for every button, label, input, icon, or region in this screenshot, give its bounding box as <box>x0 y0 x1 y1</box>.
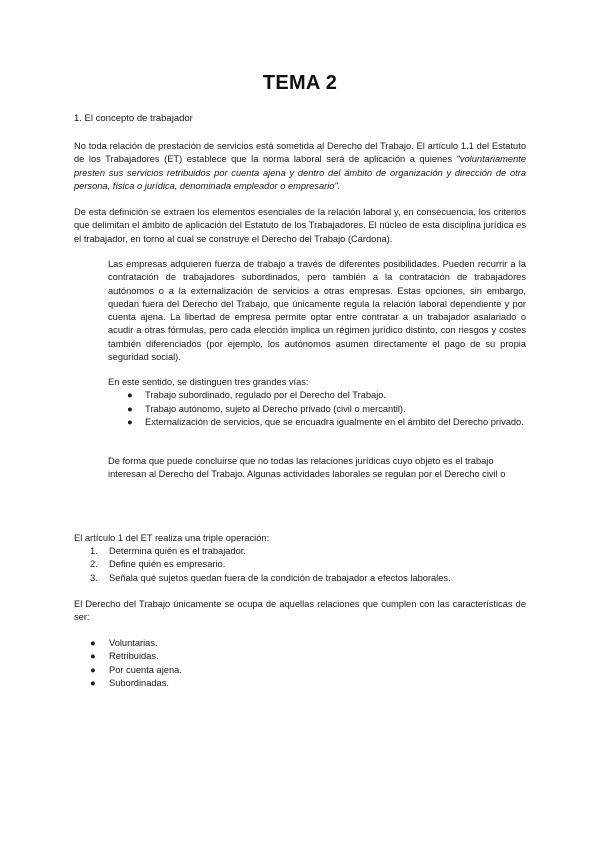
bullet-icon: ● <box>90 638 96 648</box>
list-item <box>74 677 526 690</box>
list-item-text: Señala qué sujetos quedan fuera de la condición de trabajador a efectos laborales. <box>109 572 451 583</box>
list-item-text: Subordinadas. <box>109 677 169 688</box>
list-number: 3. <box>90 572 98 583</box>
paragraph-intro-text: No toda relación de prestación de servicios está sometida al Derecho del Trabajo. El artículo 1.1 del Estatuto de los Trabajadores (ET) establece que la norma laboral será de aplicación a quienes <box>74 141 526 165</box>
list-item-text: Trabajo autónomo, sujeto al Derecho privado (civil o mercantil). <box>145 403 406 414</box>
list-item <box>108 403 526 416</box>
list-item <box>74 572 526 585</box>
ways-intro: En este sentido, se distinguen tres grandes vías: <box>108 377 309 387</box>
list-item <box>74 558 526 571</box>
list-item-text: Determina quién es el trabajador. <box>109 546 246 556</box>
bullet-icon: ● <box>90 664 96 675</box>
list-item-text: Define quién es empresario. <box>109 559 226 570</box>
paragraph-characteristics-intro: El Derecho del Trabajo únicamente se ocupa de aquellas relaciones que cumplen con las características de ser: <box>74 599 526 623</box>
list-item <box>74 637 526 650</box>
characteristics-list <box>74 637 526 690</box>
operations-intro: El artículo 1 del ET realiza una triple operación: <box>74 533 270 543</box>
section-heading: 1. El concepto de trabajador <box>74 113 193 124</box>
indented-block-ways <box>108 376 526 429</box>
bullet-icon: ● <box>127 416 133 427</box>
list-item <box>74 664 526 677</box>
list-item <box>108 416 526 429</box>
bullet-icon: ● <box>127 390 133 401</box>
list-number: 1. <box>90 546 98 556</box>
list-item-text: Retribuidas. <box>109 651 159 662</box>
ways-list <box>108 389 526 429</box>
paragraph-quote-text: "voluntariamente presten sus servicios retribuidos por cuenta ajena y dentro del ámbito de organización y dirección de otra persona, física o jurídica, denominada empleador o empresario". <box>74 154 526 191</box>
indented-paragraph-companies: Las empresas adquieren fuerza de trabajo a través de diferentes posibilidades. Pueden recurrir a la contratación de trabajadores subordinados, pero también a la contratación de trabajadores autónomos o a la externalización de servicios a otras empresas. Estas opciones, sin embargo, quedan fuera del Derecho del Trabajo, que únicamente regula la relación laboral dependiente y por cuenta ajena. La libertad de empresa permite optar entre contratar a un trabajador asalariado o acudir a otras fórmulas, pero cada elección implica un régimen jurídico distinto, con riesgos y costes también diferenciados (por ejemplo, los autónomos asumen directamente el pago de su propia seguridad social). <box>108 259 526 363</box>
bullet-icon: ● <box>90 677 96 688</box>
list-item <box>74 650 526 663</box>
list-item-text: Trabajo subordinado, regulado por el Derecho del Trabajo. <box>145 390 387 401</box>
list-item <box>74 545 526 558</box>
paragraph-article-1-1 <box>74 140 526 193</box>
bullet-icon: ● <box>127 403 133 414</box>
bullet-icon: ● <box>90 651 96 662</box>
list-item-text: Voluntarias. <box>109 638 158 648</box>
page-title: TEMA 2 <box>262 72 338 94</box>
list-item-text: Externalización de servicios, que se encuadra igualmente en el ámbito del Derecho privado. <box>145 416 524 427</box>
operations-list <box>74 545 526 585</box>
list-number: 2. <box>90 559 98 570</box>
list-item-text: Por cuenta ajena. <box>109 664 182 675</box>
paragraph-definition: De esta definición se extraen los elementos esenciales de la relación laboral y, en consecuencia, los criterios que delimitan el ámbito de aplicación del Estatuto de los Trabajadores. El núcleo de esta disciplina jurídica es el trabajador, en torno al cual se construye el Derecho del Trabajo (Cardona). <box>74 207 526 244</box>
indented-paragraph-conclusion: De forma que puede concluirse que no todas las relaciones jurídicas cuyo objeto es el trabajo interesan al Derecho del Trabajo. Algunas actividades laborales se regulan por el Derecho civil o <box>108 456 506 480</box>
list-item <box>108 389 526 402</box>
